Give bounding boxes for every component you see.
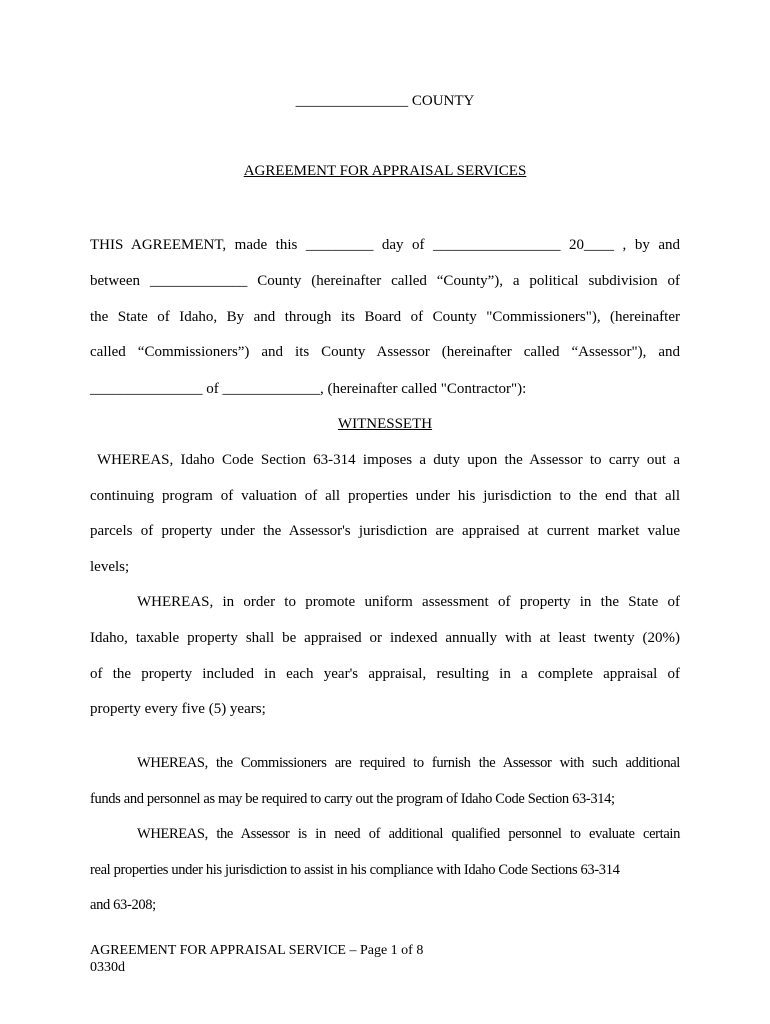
preamble-line-2: between _____________ County (hereinafter called “County”), a political subdivision of [90,273,680,289]
whereas-1-line-3: parcels of property under the Assessor's jurisdiction are appraised at current market value [90,523,680,539]
document-title [90,161,680,181]
whereas-1-line-4: levels; [90,559,130,575]
footer-page-label: AGREEMENT FOR APPRAISAL SERVICE – Page 1 of 8 [90,943,424,958]
whereas-1-line-2: continuing program of valuation of all properties under his jurisdiction to the end that all [90,488,680,504]
whereas-3-line-2: funds and personnel as may be required to carry out the program of Idaho Code Section 63-314; [90,791,615,807]
witnesseth-heading [90,414,680,434]
preamble-line-4: called “Commissioners”) and its County Assessor (hereinafter called “Assessor"), and [90,344,680,360]
whereas-1-line-1: WHEREAS, Idaho Code Section 63-314 imposes a duty upon the Assessor to carry out a [90,452,680,468]
whereas-4-line-3: and 63-208; [90,897,156,913]
whereas-3-line-1: WHEREAS, the Commissioners are required to furnish the Assessor with such additional [137,755,680,771]
whereas-4-line-1: WHEREAS, the Assessor is in need of additional qualified personnel to evaluate certain [137,826,680,842]
preamble-line-1: THIS AGREEMENT, made this _________ day of _________________ 20____ , by and [90,237,680,253]
witnesseth-text: WITNESSETH [337,416,433,432]
document-title-text: AGREEMENT FOR APPRAISAL SERVICES [243,163,527,179]
whereas-2-line-1: WHEREAS, in order to promote uniform assessment of property in the State of [137,594,680,610]
whereas-2-line-3: of the property included in each year's appraisal, resulting in a complete appraisal of [90,666,680,682]
preamble-line-3: the State of Idaho, By and through its Board of County "Commissioners"), (hereinafter [90,309,680,325]
whereas-2-line-4: property every five (5) years; [90,701,266,717]
county-heading: _______________ COUNTY [295,93,475,109]
whereas-4-line-2: real properties under his jurisdiction to assist in his compliance with Idaho Code Sections 63-314 [90,862,620,878]
preamble-line-5: _______________ of _____________, (hereinafter called "Contractor"): [90,381,527,397]
footer-form-code: 0330d [90,960,125,975]
whereas-2-line-2: Idaho, taxable property shall be appraised or indexed annually with at least twenty (20%) [90,630,680,646]
